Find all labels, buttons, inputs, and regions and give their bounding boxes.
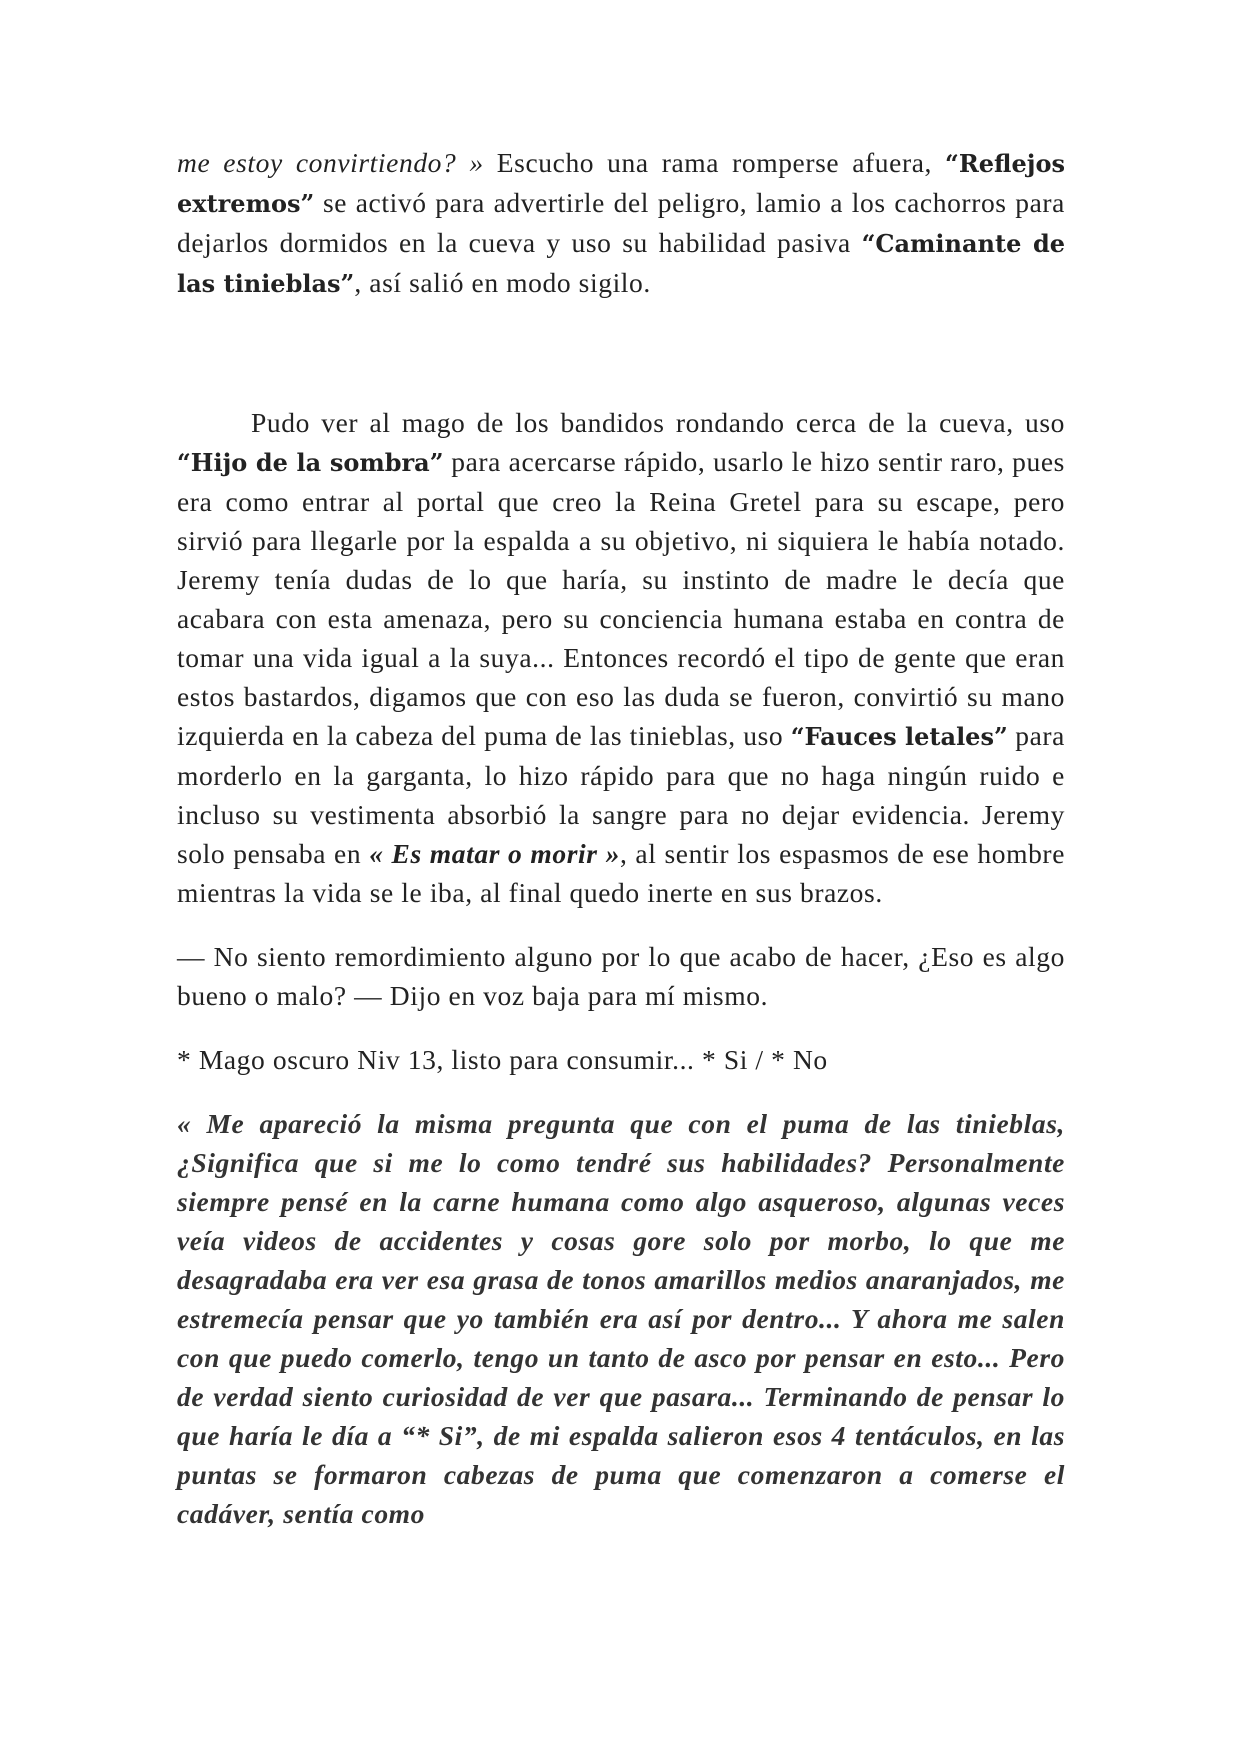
text-run: para morderlo en la garganta, lo hizo rápido para que no haga ningún ruido e incluso su vestimenta absorbió la sangre para no dejar evidencia. Jeremy solo pensaba en (177, 720, 1065, 869)
italic-thought: « Es matar o morir » (369, 838, 620, 869)
inner-monologue-paragraph (177, 1104, 1065, 1533)
skill-name: “Caminante de las tinieblas” (177, 229, 1065, 298)
text-run: Pudo ver al mago de los bandidos rondando cerca de la cueva, uso (251, 407, 1065, 438)
section-gap (177, 303, 1065, 403)
text-run: para acercarse rápido, usarlo le hizo sentir raro, pues era como entrar al portal que creo la Reina Gretel para su escape, pero sirvió para llegarle por la espalda a su objetivo, ni siquiera le había notado. Jeremy tenía dudas de lo que haría, su instinto de madre le decía que acabara con esta amenaza, pero su conciencia humana estaba en contra de tomar una vida igual a la suya... Entonces recordó el tipo de gente que eran estos bastardos, digamos que con eso las duda se fueron, convirtió su mano izquierda en la cabeza del puma de las tinieblas, uso (177, 446, 1065, 751)
text-run: , de mi espalda salieron esos 4 tentáculos, en las puntas se formaron cabezas de puma que comenzaron a comerse el cadáver, sentía como (177, 1420, 1065, 1529)
skill-name: “Reflejos extremos” (177, 149, 1065, 218)
text-run: , así salió en modo sigilo. (354, 267, 651, 298)
paragraph-gap (177, 1015, 1065, 1040)
text-run: « Me apareció la misma pregunta que con el puma de las tinieblas, ¿Significa que si me lo como tendré sus habilidades? Personalmente siempre pensé en la carne humana como algo asqueroso, algunas veces veía videos de accidentes y cosas gore solo por morbo, lo que me desagradaba era ver esa grasa de tonos amarillos medios anaranjados, me estremecía pensar que yo también era así por dentro... Y ahora me salen con que puedo comerlo, tengo un tanto de asco por pensar en esto... Pero de verdad siento curiosidad de ver que pasara... Terminando de pensar lo que haría le día a (177, 1108, 1065, 1451)
system-prompt-line: * Mago oscuro Niv 13, listo para consumir... * Si / * No (177, 1044, 828, 1075)
paragraph-2 (177, 403, 1065, 912)
italic-thought: me estoy convirtiendo? » (177, 147, 484, 178)
text-run: se activó para advertirle del peligro, lamio a los cachorros para dejarlos dormidos en la cueva y uso su habilidad pasiva (177, 187, 1065, 258)
skill-name: “Fauces letales” (790, 722, 1008, 751)
text-run: , al sentir los espasmos de ese hombre mientras la vida se le iba, al final quedo inerte en sus brazos. (177, 838, 1065, 908)
skill-name: “Hijo de la sombra” (177, 448, 444, 477)
paragraph-gap (177, 912, 1065, 937)
paragraph-gap (177, 1079, 1065, 1104)
dialogue-line: — No siento remordimiento alguno por lo que acabo de hacer, ¿Eso es algo bueno o malo? — Dijo en voz baja para mí mismo. (177, 941, 1065, 1011)
paragraph-1 (177, 143, 1065, 303)
document-page (177, 143, 1065, 1533)
text-run: Escucho una rama romperse afuera, (483, 147, 946, 178)
choice-highlight: “* Si” (401, 1420, 478, 1451)
